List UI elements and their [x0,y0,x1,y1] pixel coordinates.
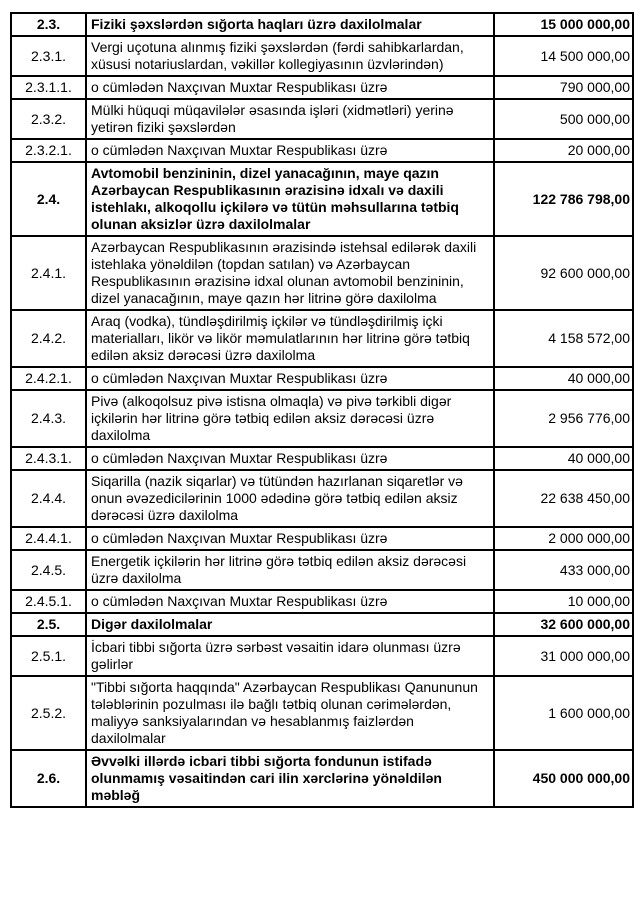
row-description: Siqarilla (nazik siqarlar) və tütündən hazırlanan siqaretlər və onun əvəzedicilərinin 1000 ədədinə görə tətbiq edilən aksiz dərəcəsi üzrə daxilolma [86,470,494,527]
row-description: Vergi uçotuna alınmış fiziki şəxslərdən (fərdi sahibkarlardan, xüsusi notariuslardan, vəkillər kollegiyasının üzvlərindən) [86,36,494,76]
table-row [11,367,633,390]
table-row [11,527,633,550]
row-amount: 4 158 572,00 [494,310,633,367]
row-amount: 433 000,00 [494,550,633,590]
row-description: Avtomobil benzininin, dizel yanacağının, maye qazın Azərbaycan Respublikasının ərazisinə idxalı və daxili istehlakı, alkoqollu içkilərə və tütün məhsullarına tətbiq olunan aksizlər üzrə daxilolmalar [86,162,494,236]
row-description: o cümlədən Naxçıvan Muxtar Respublikası üzrə [86,447,494,470]
table-row [11,162,633,236]
row-amount: 14 500 000,00 [494,36,633,76]
row-description: o cümlədən Naxçıvan Muxtar Respublikası üzrə [86,139,494,162]
row-code: 2.3.2.1. [11,139,86,162]
row-code: 2.4. [11,162,86,236]
row-description: Araq (vodka), tündləşdirilmiş içkilər və tündləşdirilmiş içki materialları, likör və likör məmulatlarının hər litrinə görə tətbiq edilən aksiz dərəcəsi üzrə daxilolma [86,310,494,367]
row-code: 2.3. [11,13,86,36]
row-description: Azərbaycan Respublikasının ərazisində istehsal edilərək daxili istehlaka yönəldilən (topdan satılan) və Azərbaycan Respublikasının ərazisinə idxal olunan avtomobil benzininin, dizel yanacağının, maye qazın hər litrinə görə daxilolma [86,236,494,310]
row-amount: 40 000,00 [494,447,633,470]
table-row [11,676,633,750]
row-code: 2.5.1. [11,636,86,676]
row-description: Fiziki şəxslərdən sığorta haqları üzrə daxilolmalar [86,13,494,36]
row-code: 2.3.1. [11,36,86,76]
table-row [11,613,633,636]
row-amount: 20 000,00 [494,139,633,162]
table-row [11,636,633,676]
row-code: 2.3.2. [11,99,86,139]
row-code: 2.4.3. [11,390,86,447]
row-description: İcbari tibbi sığorta üzrə sərbəst vəsaitin idarə olunması üzrə gəlirlər [86,636,494,676]
row-description: o cümlədən Naxçıvan Muxtar Respublikası üzrə [86,527,494,550]
row-amount: 2 000 000,00 [494,527,633,550]
row-amount: 450 000 000,00 [494,750,633,807]
row-code: 2.4.5.1. [11,590,86,613]
row-description: o cümlədən Naxçıvan Muxtar Respublikası üzrə [86,590,494,613]
row-description: Energetik içkilərin hər litrinə görə tətbiq edilən aksiz dərəcəsi üzrə daxilolma [86,550,494,590]
row-description: Pivə (alkoqolsuz pivə istisna olmaqla) və pivə tərkibli digər içkilərin hər litrinə görə tətbiq edilən aksiz dərəcəsi üzrə daxilolma [86,390,494,447]
row-code: 2.3.1.1. [11,76,86,99]
row-code: 2.4.2. [11,310,86,367]
row-description: o cümlədən Naxçıvan Muxtar Respublikası üzrə [86,367,494,390]
row-code: 2.6. [11,750,86,807]
table-row [11,36,633,76]
row-amount: 1 600 000,00 [494,676,633,750]
row-code: 2.5.2. [11,676,86,750]
table-row [11,590,633,613]
table-row [11,750,633,807]
row-code: 2.5. [11,613,86,636]
row-amount: 122 786 798,00 [494,162,633,236]
budget-table-body [11,13,633,807]
row-description: Əvvəlki illərdə icbari tibbi sığorta fondunun istifadə olunmamış vəsaitindən cari ilin xərclərinə yönəldilən məbləğ [86,750,494,807]
row-code: 2.4.3.1. [11,447,86,470]
row-amount: 2 956 776,00 [494,390,633,447]
table-row [11,99,633,139]
row-amount: 31 000 000,00 [494,636,633,676]
row-code: 2.4.2.1. [11,367,86,390]
row-amount: 40 000,00 [494,367,633,390]
table-row [11,13,633,36]
row-code: 2.4.4. [11,470,86,527]
table-row [11,236,633,310]
table-row [11,139,633,162]
row-description: Mülki hüquqi müqavilələr əsasında işləri (xidmətləri) yerinə yetirən fiziki şəxslərdən [86,99,494,139]
table-row [11,390,633,447]
row-amount: 10 000,00 [494,590,633,613]
budget-table [10,12,634,808]
table-row [11,310,633,367]
row-description: Digər daxilolmalar [86,613,494,636]
row-amount: 22 638 450,00 [494,470,633,527]
table-row [11,76,633,99]
row-code: 2.4.1. [11,236,86,310]
table-row [11,447,633,470]
row-amount: 15 000 000,00 [494,13,633,36]
row-description: "Tibbi sığorta haqqında" Azərbaycan Respublikası Qanununun tələblərinin pozulması ilə bağlı tətbiq olunan cərimələrdən, maliyyə sanksiyalarından və hesablanmış faizlərdən daxilolmalar [86,676,494,750]
row-amount: 32 600 000,00 [494,613,633,636]
row-code: 2.4.5. [11,550,86,590]
row-description: o cümlədən Naxçıvan Muxtar Respublikası üzrə [86,76,494,99]
row-amount: 500 000,00 [494,99,633,139]
table-row [11,550,633,590]
row-amount: 92 600 000,00 [494,236,633,310]
row-amount: 790 000,00 [494,76,633,99]
table-row [11,470,633,527]
row-code: 2.4.4.1. [11,527,86,550]
